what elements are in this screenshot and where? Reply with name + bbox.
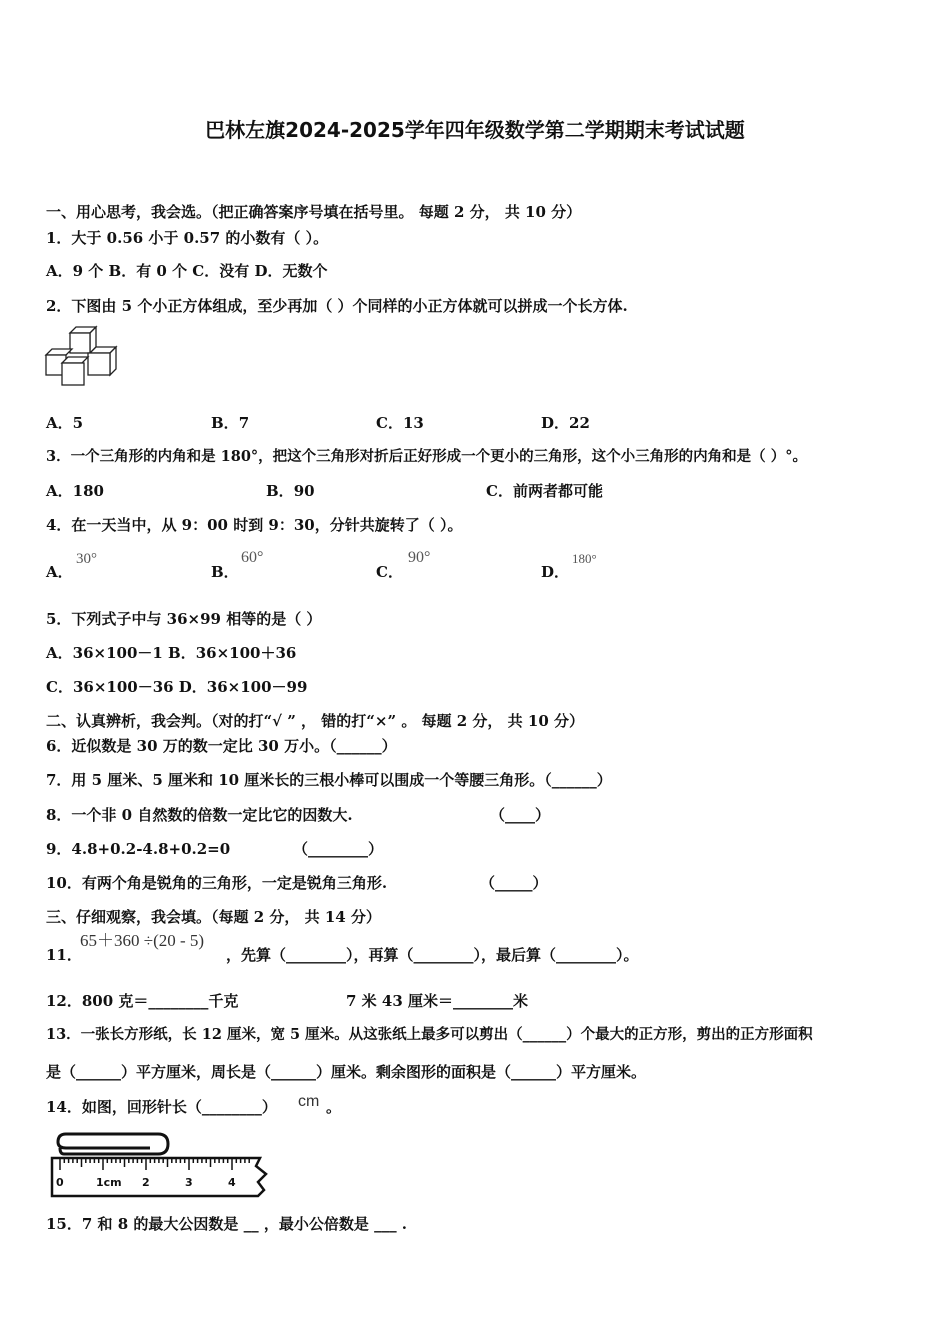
- q9: 9．4.8+0.2-4.8+0.2=0: [46, 840, 231, 858]
- ruler-label-2: 2: [142, 1176, 150, 1189]
- q2-option-c: C．13: [376, 414, 424, 432]
- q2-option-a: A．5: [46, 414, 84, 432]
- q13-line2: 是（______）平方厘米，周长是（______）厘米。剩余图形的面积是（______）平方厘米。: [46, 1063, 647, 1081]
- q7: 7．用 5 厘米、5 厘米和 10 厘米长的三根小棒可以围成一个等腰三角形。（______）: [46, 771, 612, 789]
- q1-options: A．9 个 B．有 0 个 C．没有 D．无数个: [46, 262, 328, 280]
- q4-option-c-value: 90°: [408, 549, 431, 566]
- q11-text: ，先算（________），再算（________），最后算（________）。: [226, 946, 639, 964]
- q3-option-c: C．前两者都可能: [486, 482, 603, 500]
- q11-number: 11．: [46, 946, 82, 964]
- ruler-label-3: 3: [185, 1176, 193, 1189]
- q15: 15．7 和 8 的最大公因数是 __ ，最小公倍数是 ___ .: [46, 1215, 408, 1233]
- q13-line1: 13．一张长方形纸，长 12 厘米，宽 5 厘米。从这张纸上最多可以剪出（______）个最大的正方形，剪出的正方形面积: [46, 1026, 813, 1043]
- q6: 6．近似数是 30 万的数一定比 30 万小。（______）: [46, 737, 397, 755]
- q14-unit: cm: [298, 1093, 320, 1110]
- q3-option-b: B．90: [266, 482, 315, 500]
- section1-header: 一、用心思考，我会选。（把正确答案序号填在括号里。 每题 2 分， 共 10 分）: [46, 203, 582, 221]
- section2-header: 二、认真辨析，我会判。（对的打“√ ” ， 错的打“×” 。 每题 2 分， 共 10 分）: [46, 712, 584, 730]
- q8-answer-blank[interactable]: （____）: [490, 806, 551, 824]
- q5-options-line1: A．36×100－1 B．36×100＋36: [46, 644, 297, 662]
- cubes-figure: [44, 325, 124, 389]
- q12-part-a: 12．800 克＝________千克: [46, 992, 239, 1010]
- paperclip-ruler-figure: [46, 1128, 272, 1198]
- q4-option-a-value: 30°: [76, 551, 97, 567]
- q10-answer-blank[interactable]: （_____）: [480, 874, 548, 892]
- q2-option-b: B．7: [211, 414, 250, 432]
- q4-option-b-label: B．: [211, 563, 239, 581]
- q12-part-b: 7 米 43 厘米＝________米: [346, 992, 528, 1010]
- q11-formula: 65＋360 ÷(20 - 5): [80, 931, 205, 950]
- q3-option-a: A．180: [46, 482, 104, 500]
- ruler-label-0: 0: [56, 1176, 64, 1189]
- page-title: 巴林左旗2024-2025学年四年级数学第二学期期末考试试题: [205, 118, 745, 142]
- q10: 10．有两个角是锐角的三角形，一定是锐角三角形.: [46, 874, 388, 892]
- q4-option-d-value: 180°: [572, 551, 597, 566]
- q2-stem: 2．下图由 5 个小正方体组成，至少再加（ ）个同样的小正方体就可以拼成一个长方体.: [46, 297, 628, 315]
- q4-option-c-label: C．: [376, 563, 403, 581]
- q4-option-b-value: 60°: [241, 549, 264, 566]
- q4-stem: 4．在一天当中，从 9：00 时到 9：30，分针共旋转了（ ）。: [46, 516, 463, 534]
- q9-answer-blank[interactable]: （________）: [293, 840, 384, 858]
- q2-option-d: D．22: [541, 414, 590, 432]
- q14-text: 14．如图，回形针长（________）: [46, 1098, 277, 1116]
- q1-stem: 1．大于 0.56 小于 0.57 的小数有（ ）。: [46, 229, 329, 247]
- q5-stem: 5．下列式子中与 36×99 相等的是（ ）: [46, 610, 322, 628]
- ruler-label-4: 4: [228, 1176, 236, 1189]
- q5-options-line2: C．36×100－36 D．36×100－99: [46, 678, 308, 696]
- q3-stem: 3．一个三角形的内角和是 180°，把这个三角形对折后正好形成一个更小的三角形，这个小三角形的内角和是（ ）°。: [46, 448, 807, 465]
- ruler-label-1: 1cm: [96, 1176, 122, 1189]
- section3-header: 三、仔细观察，我会填。（每题 2 分， 共 14 分）: [46, 908, 381, 926]
- q4-option-a-label: A．: [46, 563, 73, 581]
- q14-end: 。: [326, 1098, 342, 1116]
- q4-option-d-label: D．: [541, 563, 570, 581]
- q8: 8．一个非 0 自然数的倍数一定比它的因数大.: [46, 806, 353, 824]
